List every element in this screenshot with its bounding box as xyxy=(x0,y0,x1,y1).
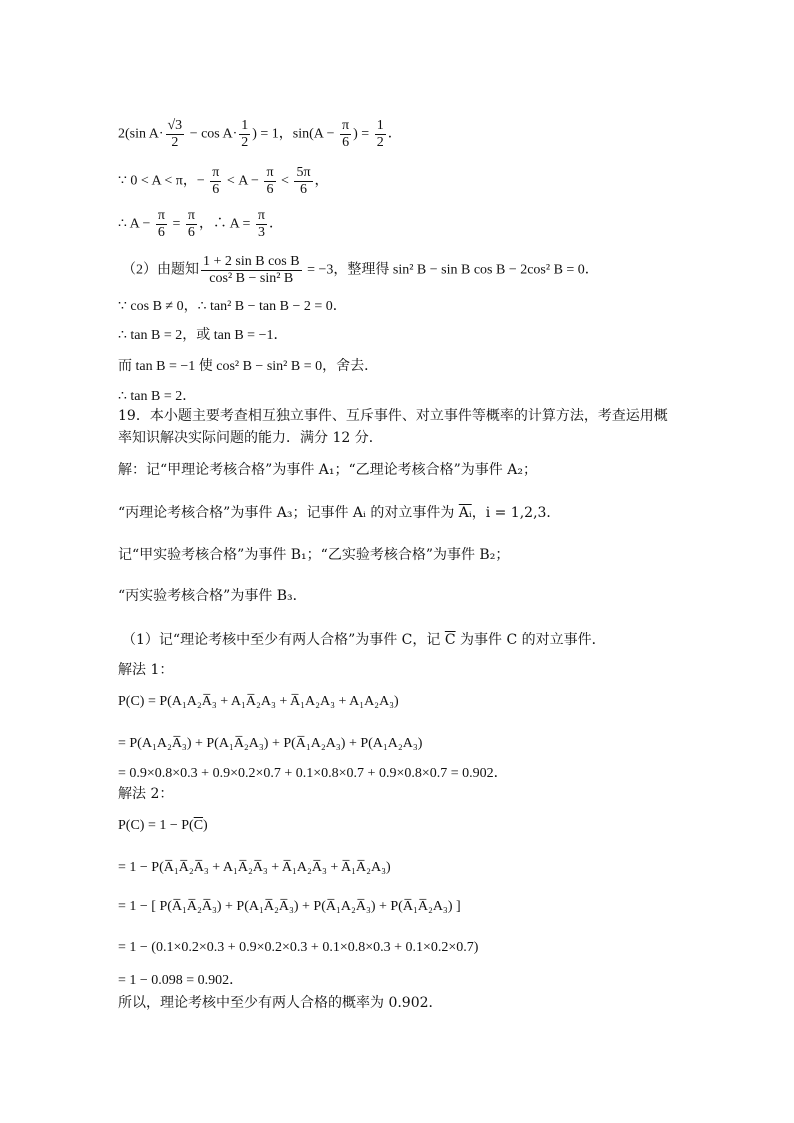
denominator: 6 xyxy=(342,135,350,150)
method-2-line-1 xyxy=(118,816,208,836)
definition-line-1: 解：记“甲理论考核合格”为事件 A₁；“乙理论考核合格”为事件 A₂； xyxy=(118,462,537,478)
text: ． xyxy=(268,216,283,232)
text: ) = 1，sin(A − xyxy=(252,126,339,142)
text: − cos A· xyxy=(186,126,238,142)
method-1-line-3: = 0.9×0.8×0.3 + 0.9×0.2×0.7 + 0.1×0.8×0.7 + 0.9×0.8×0.7 = 0.902． xyxy=(118,766,508,781)
denominator: 6 xyxy=(299,182,307,197)
denominator: cos² B − sin² B xyxy=(209,271,294,286)
equation-line-4 xyxy=(122,254,599,287)
denominator: 6 xyxy=(187,225,195,240)
method-2-line-2: = 1 − P(A̅₁A̅₂A̅₃ + A₁A̅₂A̅₃ + A̅₁A₂A̅₃ + A̅₁A̅₂A₃) xyxy=(118,860,391,875)
text: = xyxy=(168,216,184,232)
numerator: 1 xyxy=(376,118,384,133)
equation-line-3 xyxy=(118,208,283,241)
fraction xyxy=(256,208,267,241)
fraction xyxy=(201,254,302,287)
equation-line-7: 而 tan B = −1 使 cos² B − sin² B = 0，舍去． xyxy=(118,359,379,374)
numerator: √3 xyxy=(167,118,183,133)
fraction xyxy=(156,208,167,241)
method-2-line-3: = 1 − [ P(A̅₁A̅₂A̅₃) + P(A₁A̅₂A̅₃) + P(A̅₁A₂A̅₃) + P(A̅₁A̅₂A₃) ] xyxy=(118,899,461,914)
fraction xyxy=(264,165,275,198)
text: ∵ 0 < A < π，− xyxy=(118,173,209,189)
text: ， xyxy=(314,173,329,189)
text: （2）由题知 xyxy=(122,262,199,278)
text: ，∴ A = xyxy=(198,216,254,232)
text: < xyxy=(277,173,293,189)
complement-symbol: $\overline{C}$ xyxy=(193,818,204,833)
method-2-line-4: = 1 − (0.1×0.2×0.3 + 0.9×0.2×0.3 + 0.1×0.8×0.3 + 0.1×0.2×0.7) xyxy=(118,940,479,955)
text: P(C) = 1 − P( xyxy=(118,818,194,833)
numerator: 1 xyxy=(241,118,249,133)
method-1-line-1: P(C) = P(A₁A₂A̅₃ + A₁A̅₂A₃ + A̅₁A₂A₃ + A₁A₂A₃) xyxy=(118,694,399,709)
definition-line-2 xyxy=(118,503,560,523)
fraction xyxy=(239,118,250,151)
text: = −3，整理得 sin² B − sin B cos B − 2cos² B = 0． xyxy=(303,262,599,278)
definition-line-3: 记“甲实验考核合格”为事件 B₁；“乙实验考核合格”为事件 B₂； xyxy=(118,547,510,563)
text: ，i = 1,2,3． xyxy=(471,505,561,521)
text: ) xyxy=(203,818,208,833)
text: < A − xyxy=(223,173,263,189)
numerator: 5π xyxy=(296,165,311,180)
numerator: π xyxy=(342,118,350,133)
denominator: 6 xyxy=(266,182,274,197)
method-1-label: 解法 1： xyxy=(118,662,174,678)
denominator: 2 xyxy=(171,135,179,150)
fraction xyxy=(340,118,351,151)
method-2-label: 解法 2： xyxy=(118,786,174,802)
equation-line-8: ∴ tan B = 2． xyxy=(118,389,197,404)
method-1-line-2: = P(A₁A₂A̅₃) + P(A₁A̅₂A₃) + P(A̅₁A₂A₃) + P(A₁A₂A₃) xyxy=(118,736,423,751)
conclusion: 所以，理论考核中至少有两人合格的概率为 0.902． xyxy=(118,995,443,1011)
fraction xyxy=(375,118,386,151)
text: （1）记“理论考核中至少有两人合格”为事件 C，记 xyxy=(122,632,445,648)
fraction xyxy=(294,165,312,198)
numerator: π xyxy=(187,208,195,223)
equation-line-2 xyxy=(118,165,329,198)
denominator: 2 xyxy=(241,135,249,150)
numerator: 1 + 2 sin B cos B xyxy=(203,254,300,269)
fraction xyxy=(166,118,185,151)
equation-line-1 xyxy=(118,118,402,151)
numerator: π xyxy=(157,208,165,223)
text: 2(sin A· xyxy=(118,126,164,142)
equation-line-6: ∴ tan B = 2，或 tan B = −1． xyxy=(118,328,288,343)
numerator: π xyxy=(266,165,274,180)
complement-symbol: $\overline{C}$ xyxy=(444,632,456,648)
text: “丙理论考核合格”为事件 A₃；记事件 Aᵢ 的对立事件为 xyxy=(118,505,459,521)
part-1-statement xyxy=(122,630,606,650)
numerator: π xyxy=(257,208,265,223)
problem-19-intro: 19．本小题主要考查相互独立事件、互斥事件、对立事件等概率的计算方法，考查运用概率知识解决实际问题的能力．满分 12 分． xyxy=(118,408,668,446)
denominator: 6 xyxy=(212,182,220,197)
numerator: π xyxy=(212,165,220,180)
fraction xyxy=(186,208,197,241)
complement-symbol: $\overline{Aᵢ}$ xyxy=(458,505,472,521)
definition-line-4: “丙实验考核合格”为事件 B₃． xyxy=(118,588,307,604)
equation-line-5: ∵ cos B ≠ 0，∴ tan² B − tan B − 2 = 0． xyxy=(118,299,347,314)
text: ∴ A − xyxy=(118,216,154,232)
method-2-line-5: = 1 − 0.098 = 0.902． xyxy=(118,973,244,988)
fraction xyxy=(210,165,221,198)
text: 为事件 C 的对立事件． xyxy=(455,632,606,648)
denominator: 6 xyxy=(157,225,165,240)
denominator: 3 xyxy=(257,225,265,240)
denominator: 2 xyxy=(376,135,384,150)
text: ) = xyxy=(353,126,373,142)
text: ． xyxy=(387,126,402,142)
